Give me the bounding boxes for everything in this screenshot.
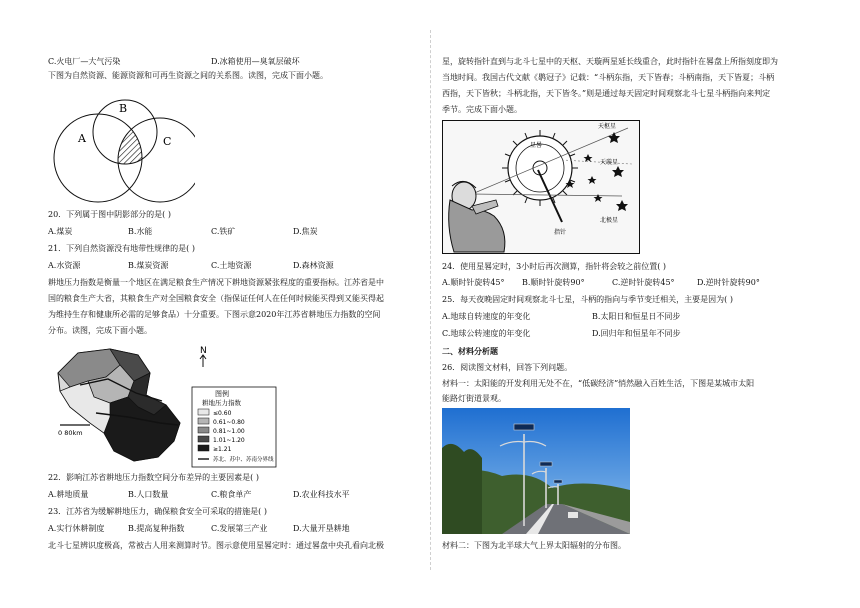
material-two [442, 540, 626, 552]
legend-subtitle: 耕地压力指数 [202, 399, 241, 407]
q24-option-a: A.顺时针旋转45° [442, 278, 505, 287]
legend-boundary-label: 苏北、苏中、苏南分界线 [213, 457, 274, 463]
q22-option-a: A.耕地质量 [48, 490, 89, 499]
jiangsu-intro-line-2: 国的粮食生产大省，其粮食生产对全国粮食安全（指保证任何人在任何时候能买得到又能买得起 [48, 294, 384, 303]
venn-label-b: B [119, 102, 128, 115]
q24-option-c: C.逆时针旋转45° [612, 278, 675, 287]
north-arrow-icon [200, 355, 206, 367]
q22-option-c: C.粮食单产 [211, 490, 252, 499]
label-star-dial: 星晷 [530, 142, 543, 149]
scale-label: 0 80km [58, 429, 83, 437]
jiangsu-intro-line-1: 耕地压力指数是衡量一个地区在满足粮食生产情况下耕地资源紧张程度的重要指标。江苏省是中 [48, 278, 384, 287]
q20-option-d: D.焦炭 [293, 227, 318, 236]
venn-diagram [50, 90, 195, 205]
beidou-intro-line-3: 西指，天下皆秋；斗柄北指，天下皆冬。”则是通过每天固定时间观察北斗七星斗柄指向来判定 [442, 89, 771, 98]
q20-option-c: C.铁矿 [211, 227, 236, 236]
question-22: 22．影响江苏省耕地压力指数空间分布差异的主要因素是( ) [48, 473, 259, 482]
legend-swatch-3 [198, 427, 209, 433]
venn-label-a: A [78, 132, 86, 145]
beidou-intro-line-4: 季节。完成下面小题。 [442, 105, 522, 114]
column-divider [430, 30, 431, 570]
legend-swatch-2 [198, 418, 209, 424]
q23-option-b: B.提高复种指数 [128, 524, 185, 533]
material-two-text: 下图为北半球大气上界太阳辐射的分布图。 [474, 541, 626, 550]
question-23: 23．江苏省为缓解耕地压力，确保粮食安全可采取的措施是( ) [48, 507, 267, 516]
material-two-label: 材料二： [442, 541, 474, 550]
photo-trees [442, 444, 482, 534]
material-one-cont: 能路灯街道景观。 [442, 394, 506, 403]
q22-option-d: D.农业科技水平 [293, 490, 350, 499]
option-c: C.火电厂—大气污染 [48, 57, 121, 66]
q24-option-d: D.逆时针旋转90° [697, 278, 760, 287]
q25-option-a: A.地球自转速度的年变化 [442, 312, 531, 321]
question-21: 21．下列自然资源没有地带性规律的是( ) [48, 244, 195, 253]
q21-option-c: C.土地资源 [211, 261, 252, 270]
legend-item-1: ≤0.60 [213, 410, 232, 417]
beidou-intro-line-1: 星，旋转指针直到与北斗七星中的天枢、天璇两星延长线重合，此时指针在晷盘上所指刻度即为 [442, 57, 778, 66]
legend-swatch-5 [198, 445, 209, 451]
q23-option-a: A.实行休耕制度 [48, 524, 105, 533]
jiangsu-intro-line-3: 为维持生存和健康所必需的足够食品）十分重要。下图示意2020年江苏省耕地压力指数的空间 [48, 310, 381, 319]
q25-option-c: C.地球公转速度的年变化 [442, 329, 531, 338]
material-one [442, 378, 754, 390]
label-beiji: 北极星 [600, 217, 619, 224]
label-tianxuan: 天璇星 [600, 159, 619, 166]
legend-title: 图例 [215, 390, 229, 398]
label-pointer: 指针 [554, 229, 567, 236]
photo-car [568, 512, 578, 518]
legend-item-2: 0.61~0.80 [213, 419, 245, 426]
option-d: D.冰箱使用—臭氧层破坏 [211, 57, 300, 66]
q21-option-b: B.煤炭资源 [128, 261, 169, 270]
north-arrow: N [200, 346, 207, 356]
photo-solar-panel-3 [554, 480, 562, 483]
q25-option-b: B.太阳日和恒星日不同步 [592, 312, 681, 321]
legend-item-3: 0.81~1.00 [213, 428, 245, 435]
beidou-intro-start: 北斗七星辨识度极高，常被古人用来测算时节。图示意使用星晷定时：通过晷盘中央孔看向北极 [48, 541, 384, 550]
q21-option-a: A.水资源 [48, 261, 81, 270]
q20-option-b: B.水能 [128, 227, 153, 236]
q23-option-d: D.大量开垦耕地 [293, 524, 350, 533]
q21-option-d: D.森林资源 [293, 261, 334, 270]
question-26: 26．阅读图文材料，回答下列问题。 [442, 363, 573, 372]
label-tianshu: 天枢星 [598, 123, 617, 130]
venn-intro: 下图为自然资源、能源资源和可再生资源之间的关系图。读图，完成下面小题。 [48, 71, 328, 80]
jiangsu-map [50, 343, 280, 468]
material-one-text: 太阳能的开发利用无处不在，“低碳经济”悄然融入百姓生活，下图是某城市太阳 [474, 379, 755, 388]
legend-swatch-4 [198, 436, 209, 442]
question-20: 20．下列属于图中阴影部分的是( ) [48, 210, 171, 219]
solar-streetlight-photo [442, 408, 630, 534]
q20-option-a: A.煤炭 [48, 227, 73, 236]
beidou-intro-line-2: 当地时间。我国古代文献《鹖冠子》记载：“斗柄东指，天下皆春；斗柄南指，天下皆夏；斗柄 [442, 73, 775, 82]
jiangsu-intro-line-4: 分布。读图，完成下面小题。 [48, 326, 152, 335]
material-one-label: 材料一： [442, 379, 474, 388]
section-heading: 二、材料分析题 [442, 347, 498, 356]
legend-item-4: 1.01~1.20 [213, 437, 245, 444]
q25-option-d: D.回归年和恒星年不同步 [592, 329, 681, 338]
q22-option-b: B.人口数量 [128, 490, 169, 499]
legend-item-5: ≥1.21 [213, 446, 232, 453]
q24-option-b: B.顺时针旋转90° [522, 278, 585, 287]
star-dial-illustration [442, 120, 640, 254]
photo-solar-panel [514, 424, 534, 430]
question-25: 25．每天夜晚固定时间观察北斗七星，斗柄的指向与季节变迁相关，主要是因为( ) [442, 295, 733, 304]
legend-swatch-1 [198, 409, 209, 415]
q23-option-c: C.发展第三产业 [211, 524, 268, 533]
question-24: 24．使用星晷定时，3小时后再次测算，指针将会较之前位置( ) [442, 262, 667, 271]
photo-solar-panel-2 [540, 462, 552, 466]
venn-label-c: C [163, 135, 172, 148]
